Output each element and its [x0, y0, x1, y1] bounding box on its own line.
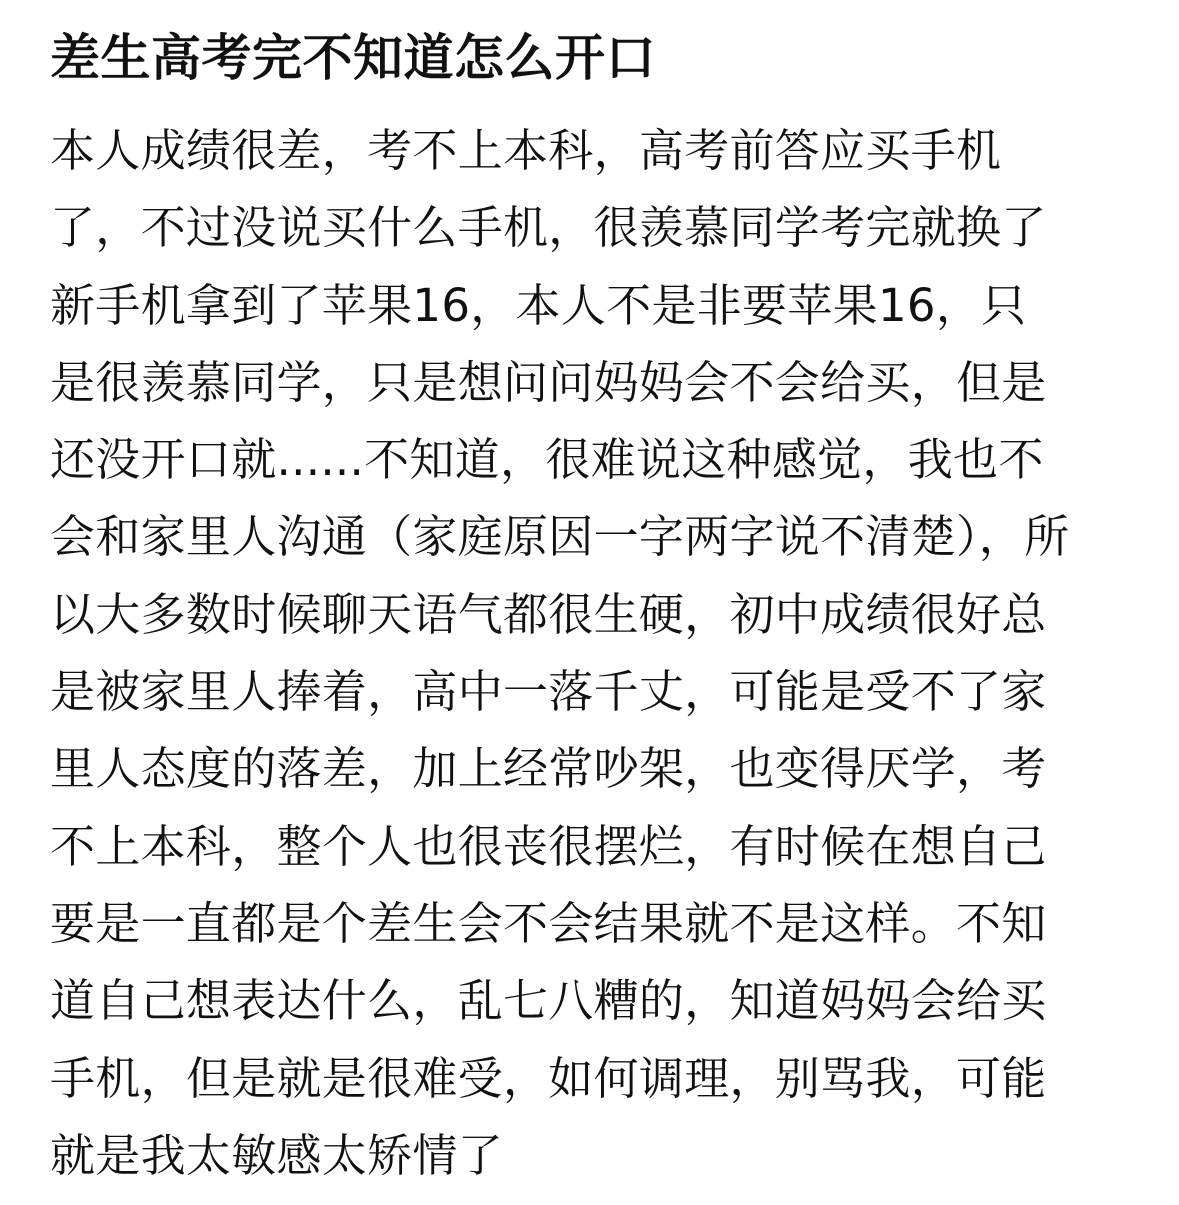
body-line: 会和家里人沟通（家庭原因一字两字说不清楚），所	[50, 510, 1070, 564]
body-line: 是被家里人捧着，高中一落千丈，可能是受不了家	[50, 665, 1047, 719]
body-line: 手机，但是就是很难受，如何调理，别骂我，可能	[50, 1051, 1047, 1105]
body-line: 不上本科，整个人也很丧很摆烂，有时候在想自己	[50, 819, 1047, 873]
body-line: 就是我太敏感太矫情了	[50, 1128, 504, 1182]
body-line: 新手机拿到了苹果16，本人不是非要苹果16，只	[50, 278, 1027, 332]
post-body	[50, 112, 1140, 1194]
body-line: 要是一直都是个差生会不会结果就不是这样。不知	[50, 896, 1047, 950]
post-title: 差生高考完不知道怎么开口	[50, 29, 656, 87]
body-line: 道自己想表达什么，乱七八糟的，知道妈妈会给买	[50, 974, 1047, 1028]
body-line: 里人态度的落差，加上经常吵架，也变得厌学，考	[50, 742, 1047, 796]
body-line: 还没开口就......不知道，很难说这种感觉，我也不	[50, 433, 1044, 487]
body-line: 了，不过没说买什么手机，很羡慕同学考完就换了	[50, 201, 1047, 255]
post	[50, 0, 1140, 1194]
body-line: 以大多数时候聊天语气都很生硬，初中成绩很好总	[50, 587, 1047, 641]
body-line: 是很羡慕同学，只是想问问妈妈会不会给买，但是	[50, 355, 1047, 409]
body-line: 本人成绩很差，考不上本科，高考前答应买手机	[50, 124, 1002, 177]
